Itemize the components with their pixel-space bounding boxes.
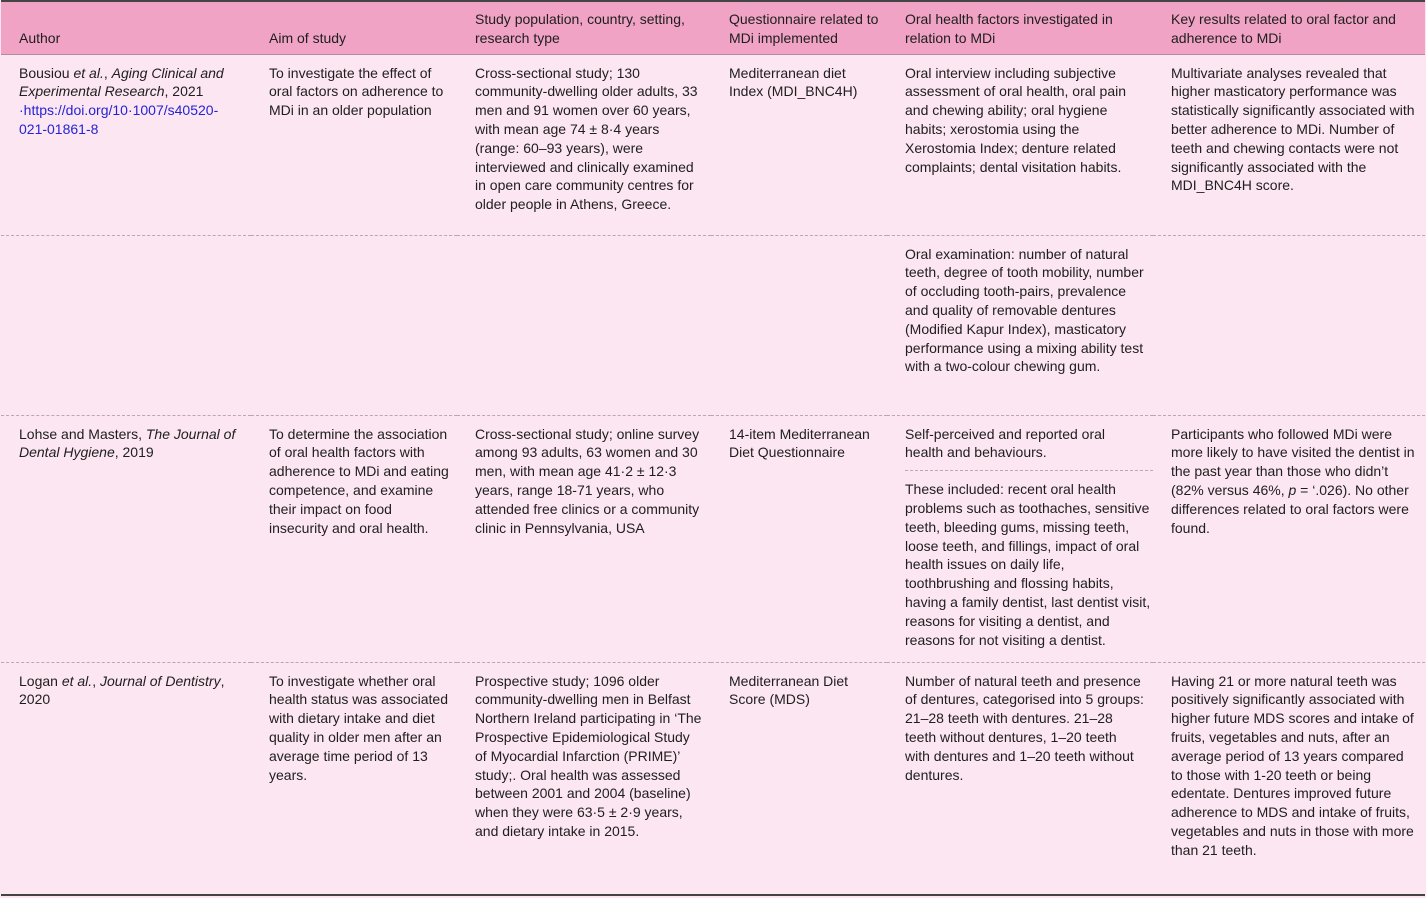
cell-questionnaire-empty — [711, 235, 887, 415]
author-name: Logan — [19, 672, 62, 689]
cell-oral-factors: Oral examination: number of natural teeth, degree of tooth mobility, number of occluding tooth-pairs, prevalence and quality of removable dentures (Modified Kapur Index), masticatory performance using a mixing ability test with a two-colour chewing gum. — [887, 235, 1153, 415]
author-sep: , — [103, 64, 112, 81]
key-results-text-continued: = ‘.026). No other differences related to oral factors were found. — [1171, 481, 1409, 536]
cell-key-results: Having 21 or more natural teeth was positively significantly associated with higher future MDS scores and intake of fruits, vegetables and nuts, after an average period of 13 years compared to those with 1-20 teeth or being edentate. Dentures improved future adherence to MDS and intake of fruits, vegetables and nuts in those with more than 21 teeth. — [1153, 662, 1425, 895]
table-body — [1, 54, 1425, 895]
doi-link[interactable]: ·https://doi.org/10·1007/s40520-021-01861-8 — [19, 102, 219, 137]
cell-author — [1, 662, 251, 895]
cell-aim: To investigate the effect of oral factors on adherence to MDi in an older population — [269, 64, 444, 119]
cell-author-empty — [1, 235, 251, 415]
oral-factors-detail: These included: recent oral health problems such as toothaches, sensitive teeth, bleeding gums, missing teeth, loose teeth, and fillings, impact of oral health issues on daily life, toothbrushing and flossing habits, having a family dentist, last dentist visit, reasons for visiting a dentist, and reasons for not visiting a dentist. — [905, 470, 1153, 649]
cell-oral-factors: Number of natural teeth and presence of dentures, categorised into 5 groups: 21–28 teeth with dentures. 21–28 teeth without dentures, 1–20 teeth with dentures and 1–20 teeth without dentures. — [887, 662, 1153, 895]
cell-aim: To investigate whether oral health status was associated with dietary intake and diet quality in older men after an average time period of 13 years. — [251, 662, 457, 895]
header-row — [1, 1, 1425, 54]
header-oral-factors: Oral health factors investigated in relation to MDi — [887, 1, 1153, 54]
header-questionnaire: Questionnaire related to MDi implemented — [711, 1, 887, 54]
cell-aim: To determine the association of oral health factors with adherence to MDi and eating competence, and examine their impact on food insecurity and oral health. — [251, 415, 457, 662]
author-sep: , — [92, 672, 100, 689]
author-name: Lohse and Masters, — [19, 425, 146, 442]
cell-oral-factors: Oral interview including subjective assessment of oral health, oral pain and chewing ability; oral hygiene habits; xerostomia using the Xerostomia Index; denture related complaints; dental visitation habits. — [905, 64, 1127, 175]
key-results-text: Participants who followed MDi were more likely to have visited the dentist in the past year than those who didn’t (82% versus 46%, — [1171, 425, 1415, 498]
author-etal: et al. — [61, 672, 93, 689]
cell-oral-factors — [887, 415, 1153, 662]
table-row — [1, 54, 1425, 235]
table-header — [1, 1, 1425, 54]
header-aim: Aim of study — [251, 1, 457, 54]
p-value-symbol: p — [1288, 481, 1297, 498]
cell-key-results-empty — [1153, 235, 1425, 415]
publication-year: , 2020 — [19, 672, 225, 708]
publication-year: , 2019 — [114, 444, 154, 461]
author-etal: et al. — [73, 64, 104, 81]
cell-author — [1, 54, 251, 235]
cell-population: Cross-sectional study; online survey among 93 adults, 63 women and 30 men, with mean age 41·2 ± 12·3 years, range 18-71 years, who attended free clinics or a community clinic in Pennsylvania, USA — [457, 415, 711, 662]
study-table — [1, 0, 1425, 896]
cell-author — [1, 415, 251, 662]
oral-factors-summary: Self-perceived and reported oral health and behaviours. — [905, 425, 1106, 461]
table-row — [1, 415, 1425, 662]
journal-name: Aging Clinical and Experimental Research — [19, 64, 224, 100]
cell-population: Prospective study; 1096 older community-dwelling men in Belfast Northern Ireland participating in ‘The Prospective Epidemiological Study of Myocardial Infarction (PRIME)’ study;. Oral health was assessed between 2001 and 2004 (baseline) when they were 63·5 ± 2·9 years, and dietary intake in 2015. — [457, 662, 711, 895]
table-row — [1, 662, 1425, 895]
cell-key-results: Multivariate analyses revealed that higher masticatory performance was statistically significantly associated with better adherence to MDi. Number of teeth and chewing contacts were not significantly associated with the MDI_BNC4H score. — [1171, 64, 1415, 194]
cell-population: Cross-sectional study; 130 community-dwelling older adults, 33 men and 91 women over 60 years, with mean age 74 ± 8·4 years (range: 60–93 years), were interviewed and clinically examined in open care community centres for older people in Athens, Greece. — [475, 64, 698, 213]
table-row-continuation — [1, 235, 1425, 415]
header-key-results: Key results related to oral factor and adherence to MDi — [1153, 1, 1425, 54]
author-name: Bousiou — [19, 64, 74, 81]
cell-population-empty — [457, 235, 711, 415]
cell-questionnaire: Mediterranean diet Index (MDI_BNC4H) — [729, 64, 858, 100]
publication-year: , 2021 — [164, 83, 204, 100]
header-author: Author — [1, 1, 251, 54]
cell-questionnaire: 14-item Mediterranean Diet Questionnaire — [711, 415, 887, 662]
journal-name: The Journal of Dental Hygiene — [19, 425, 236, 461]
header-population: Study population, country, setting, research type — [457, 1, 711, 54]
journal-name: Journal of Dentistry — [99, 672, 221, 689]
cell-aim-empty — [251, 235, 457, 415]
cell-questionnaire: Mediterranean Diet Score (MDS) — [711, 662, 887, 895]
cell-key-results — [1153, 415, 1425, 662]
